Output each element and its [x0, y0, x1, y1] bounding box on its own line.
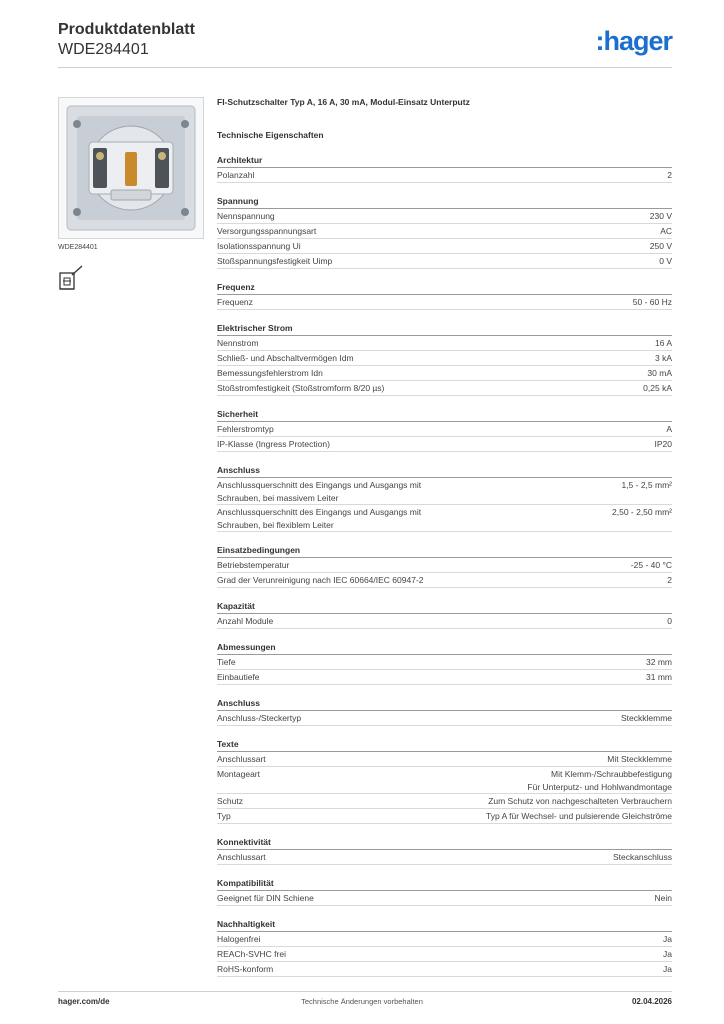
spec-value: 2,50 - 2,50 mm² — [612, 507, 672, 517]
spec-section — [217, 154, 672, 183]
section-title: Architektur — [217, 154, 672, 168]
spec-value: 2 — [667, 575, 672, 585]
section-title: Nachhaltigkeit — [217, 918, 672, 932]
spec-value: IP20 — [654, 439, 672, 449]
spec-value: Mit Klemm-/Schraubbefestigung Für Unterputz- und Hohlwandmontage — [527, 769, 672, 792]
spec-section — [217, 408, 672, 452]
page-title: Produktdatenblatt — [58, 21, 195, 38]
spec-label: Einbautiefe — [217, 672, 260, 682]
spec-label: Tiefe — [217, 657, 236, 667]
spec-row — [217, 891, 672, 906]
spec-value: 16 A — [654, 338, 672, 348]
spec-row — [217, 962, 672, 977]
spec-row — [217, 239, 672, 254]
spec-row — [217, 573, 672, 588]
spec-label: Nennstrom — [217, 338, 259, 348]
spec-row — [217, 381, 672, 396]
spec-row — [217, 422, 672, 437]
spec-label: Schutz — [217, 796, 243, 806]
spec-value: 30 mA — [647, 368, 672, 378]
footer-divider — [58, 991, 672, 992]
spec-label: Montageart — [217, 769, 260, 779]
spec-label: Stoßstromfestigkeit (Stoßstromform 8/20 µs) — [217, 383, 385, 393]
spec-label: Geeignet für DIN Schiene — [217, 893, 314, 903]
section-title: Frequenz — [217, 281, 672, 295]
section-title: Einsatzbedingungen — [217, 544, 672, 558]
spec-row — [217, 209, 672, 224]
spec-section — [217, 281, 672, 310]
spec-value: Mit Steckklemme — [607, 754, 672, 764]
spec-value: Ja — [663, 949, 672, 959]
spec-row — [217, 614, 672, 629]
spec-row — [217, 254, 672, 269]
spec-value: 32 mm — [646, 657, 672, 667]
spec-label: Fehlerstromtyp — [217, 424, 274, 434]
spec-label: IP-Klasse (Ingress Protection) — [217, 439, 330, 449]
spec-value: 31 mm — [646, 672, 672, 682]
spec-value: 0 — [667, 616, 672, 626]
spec-section — [217, 918, 672, 977]
hager-logo: :hager — [595, 26, 672, 56]
spec-row — [217, 767, 672, 794]
spec-row — [217, 932, 672, 947]
footer-notice: Technische Änderungen vorbehalten — [301, 997, 423, 1006]
spec-section — [217, 877, 672, 906]
spec-label: Halogenfrei — [217, 934, 261, 944]
product-specifications — [217, 95, 672, 977]
spec-value: Zum Schutz von nachgeschalteten Verbrauchern — [488, 796, 672, 806]
spec-section — [217, 697, 672, 726]
spec-value: Nein — [654, 893, 672, 903]
spec-row — [217, 505, 672, 532]
section-title: Texte — [217, 738, 672, 752]
spec-value: 50 - 60 Hz — [632, 297, 672, 307]
section-title: Sicherheit — [217, 408, 672, 422]
spec-value: 0,25 kA — [643, 383, 672, 393]
spec-section — [217, 195, 672, 269]
spec-label: Polanzahl — [217, 170, 255, 180]
spec-section — [217, 600, 672, 629]
footer-date: 02.04.2026 — [631, 997, 672, 1006]
spec-section — [217, 544, 672, 588]
spec-section — [217, 641, 672, 685]
spec-row — [217, 850, 672, 865]
spec-label: REACh-SVHC frei — [217, 949, 286, 959]
spec-value: 1,5 - 2,5 mm² — [621, 480, 672, 490]
spec-label: Anschlussquerschnitt des Eingangs und Ausgangs mit Schrauben, bei flexiblem Leiter — [217, 507, 422, 530]
spec-row — [217, 168, 672, 183]
spec-row — [217, 752, 672, 767]
spec-label: Betriebstemperatur — [217, 560, 290, 570]
spec-section — [217, 322, 672, 396]
section-title: Kapazität — [217, 600, 672, 614]
spec-row — [217, 947, 672, 962]
spec-section — [217, 464, 672, 532]
image-caption: WDE284401 — [58, 244, 98, 251]
section-title: Elektrischer Strom — [217, 322, 672, 336]
spec-row — [217, 295, 672, 310]
spec-value: A — [666, 424, 672, 434]
spec-row — [217, 670, 672, 685]
article-number: WDE284401 — [58, 41, 149, 58]
spec-label: Schließ- und Abschaltvermögen Idm — [217, 353, 354, 363]
spec-row — [217, 558, 672, 573]
spec-value: 0 V — [659, 256, 672, 266]
spec-value: 3 kA — [654, 353, 672, 363]
spec-label: Frequenz — [217, 297, 253, 307]
product-description: FI-Schutzschalter Typ A, 16 A, 30 mA, Modul-Einsatz Unterputz — [217, 97, 470, 107]
spec-row — [217, 366, 672, 381]
spec-row — [217, 711, 672, 726]
spec-row — [217, 437, 672, 452]
spec-value: 250 V — [649, 241, 672, 251]
section-title: Anschluss — [217, 697, 672, 711]
spec-value: Steckklemme — [620, 713, 672, 723]
technical-properties-heading: Technische Eigenschaften — [217, 130, 324, 140]
spec-row — [217, 351, 672, 366]
spec-row — [217, 224, 672, 239]
section-title: Abmessungen — [217, 641, 672, 655]
spec-value: Ja — [663, 964, 672, 974]
spec-value: 2 — [667, 170, 672, 180]
spec-label: Anzahl Module — [217, 616, 274, 626]
spec-value: -25 - 40 °C — [630, 560, 672, 570]
section-title: Kompatibilität — [217, 877, 672, 891]
spec-value: 230 V — [649, 211, 672, 221]
section-title: Spannung — [217, 195, 672, 209]
spec-value: Ja — [663, 934, 672, 944]
spec-label: Stoßspannungsfestigkeit Uimp — [217, 256, 333, 266]
spec-value: Typ A für Wechsel- und pulsierende Gleichströme — [486, 811, 672, 821]
spec-label: Grad der Verunreinigung nach IEC 60664/IEC 60947-2 — [217, 575, 424, 585]
section-title: Anschluss — [217, 464, 672, 478]
spec-section — [217, 836, 672, 865]
section-title: Konnektivität — [217, 836, 672, 850]
spec-label: Typ — [217, 811, 231, 821]
spec-sections — [217, 154, 672, 977]
footer-website[interactable]: hager.com/de — [58, 997, 110, 1006]
spec-label: Isolationsspannung Ui — [217, 241, 301, 251]
spec-label: Versorgungsspannungsart — [217, 226, 317, 236]
spec-label: Anschlussart — [217, 754, 266, 764]
spec-row — [217, 809, 672, 824]
spec-label: Anschluss-/Steckertyp — [217, 713, 302, 723]
header-divider — [58, 67, 672, 68]
spec-row — [217, 336, 672, 351]
spec-label: Nennspannung — [217, 211, 275, 221]
spec-row — [217, 794, 672, 809]
spec-row — [217, 478, 672, 505]
spec-label: Anschlussquerschnitt des Eingangs und Ausgangs mit Schrauben, bei massivem Leiter — [217, 480, 422, 503]
spec-section — [217, 738, 672, 824]
product-image — [58, 97, 204, 239]
product-photo-icon — [59, 98, 203, 238]
spec-label: RoHS-konform — [217, 964, 274, 974]
spec-value: Steckanschluss — [612, 852, 672, 862]
document-header — [58, 20, 195, 60]
flush-mount-installation-icon — [58, 264, 84, 292]
spec-label: Anschlussart — [217, 852, 266, 862]
spec-row — [217, 655, 672, 670]
spec-label: Bemessungsfehlerstrom Idn — [217, 368, 323, 378]
spec-value: AC — [660, 226, 672, 236]
